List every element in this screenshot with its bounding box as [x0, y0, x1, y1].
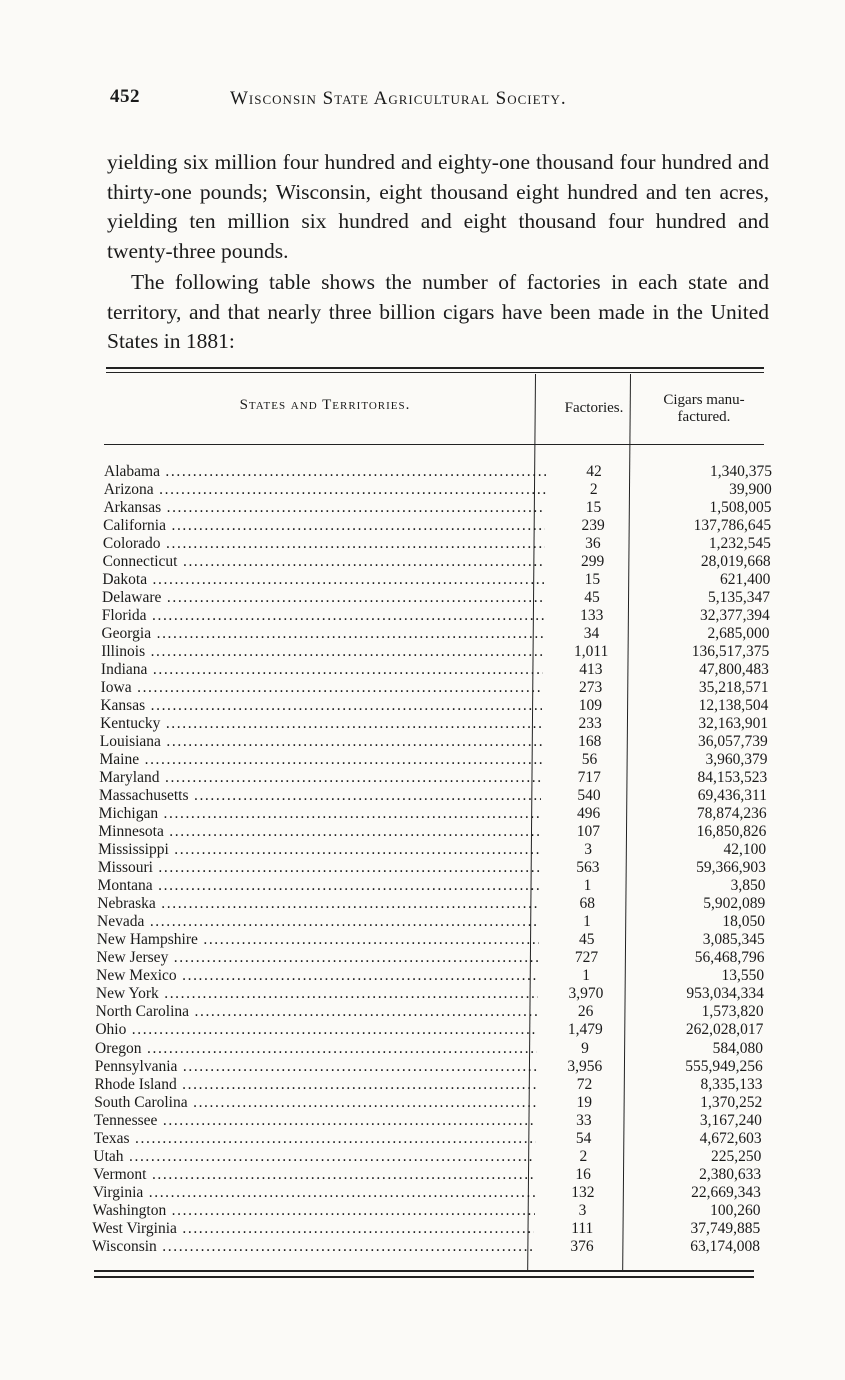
table-row: [101, 643, 781, 661]
state-name: Minnesota .....: [98, 823, 540, 841]
cigars-count: 47,800,483: [699, 661, 769, 679]
state-name: Delaware .....: [102, 589, 544, 607]
factories-count: 3,970: [568, 985, 604, 1003]
factories-count: 1: [582, 967, 591, 985]
factories-count: 540: [577, 787, 601, 805]
factories-count: 233: [578, 715, 602, 733]
table-row: [92, 1238, 772, 1256]
state-name: Texas .....: [94, 1130, 536, 1148]
cigars-count: 13,550: [721, 967, 765, 985]
table-row: [103, 499, 783, 517]
factories-count: 19: [576, 1093, 592, 1111]
factories-count: 1: [583, 877, 592, 895]
table-row: [93, 1148, 773, 1166]
factories-count: 45: [584, 589, 600, 607]
state-name: Connecticut .....: [103, 553, 545, 571]
cigars-count: 32,377,394: [700, 607, 770, 625]
column-header-cigars: [643, 392, 765, 426]
cigars-count: 12,138,504: [698, 697, 769, 715]
factories-count: 239: [581, 517, 605, 535]
factories-count: 26: [577, 1003, 594, 1021]
table-row: [99, 769, 779, 787]
cigars-count: 555,949,256: [685, 1057, 763, 1075]
cigars-count: 1,573,820: [701, 1003, 764, 1021]
state-name: Rhode Island .....: [94, 1076, 536, 1094]
factories-count: 2: [579, 1147, 588, 1165]
state-name: Illinois .....: [101, 643, 543, 661]
cigars-count: 36,057,739: [698, 733, 768, 751]
cigars-count: 59,366,903: [696, 859, 766, 877]
state-name: Wisconsin .....: [92, 1238, 534, 1256]
cigars-count: 621,400: [719, 571, 771, 589]
state-name: West Virginia .....: [92, 1220, 534, 1238]
cigars-count: 42,100: [723, 841, 767, 859]
factories-count: 15: [584, 571, 601, 589]
cigars-count: 22,669,343: [691, 1183, 761, 1201]
table-row: [96, 967, 776, 985]
state-name: New Hampshire .....: [97, 931, 539, 949]
cigars-count: 2,685,000: [707, 625, 770, 643]
state-name: Nevada .....: [97, 913, 539, 931]
cigars-count: 225,250: [711, 1147, 762, 1165]
factories-count: 413: [579, 661, 603, 679]
factories-count: 2: [589, 481, 598, 499]
factories-count: 54: [575, 1129, 592, 1147]
table-body: [91, 463, 774, 1256]
table-row: [99, 805, 779, 823]
factories-count: 109: [578, 697, 602, 715]
table-row: [99, 787, 779, 805]
state-name: Michigan .....: [99, 805, 541, 823]
factories-count: 299: [580, 553, 605, 571]
state-name: Iowa .....: [101, 679, 543, 697]
factories-count: 16: [575, 1165, 591, 1183]
state-name: Dakota .....: [102, 571, 544, 589]
state-name: Massachusetts .....: [99, 787, 541, 805]
table-row: [95, 1021, 775, 1039]
state-name: Vermont .....: [93, 1166, 535, 1184]
table-row: [102, 589, 782, 607]
table-row: [103, 535, 783, 553]
table-top-rule-2: [106, 372, 764, 373]
factories-count: 376: [570, 1237, 594, 1255]
factories-count: 15: [585, 499, 602, 517]
cigars-count: 1,508,005: [709, 499, 772, 517]
table-row: [103, 517, 783, 535]
header-bottom-rule: [104, 444, 764, 445]
paragraph-2: The following table shows the number of factories in each state and territory, and that nearly three billion cigars have been made in the United States in 1881:: [107, 270, 769, 353]
cigars-count: 5,135,347: [708, 589, 771, 607]
state-name: Ohio .....: [95, 1021, 537, 1039]
state-name: Mississippi .....: [98, 841, 540, 859]
table-row: [101, 625, 781, 643]
cigars-count: 3,085,345: [702, 931, 765, 949]
table-row: [95, 1040, 775, 1058]
table-row: [104, 463, 784, 481]
factories-count: 496: [577, 805, 601, 823]
state-name: Tennessee .....: [94, 1112, 536, 1130]
state-name: Utah .....: [93, 1148, 535, 1166]
cigars-count: 262,028,017: [685, 1021, 764, 1039]
cigars-count: 63,174,008: [690, 1237, 760, 1255]
table-row: [97, 913, 777, 931]
state-name: Maryland .....: [99, 769, 541, 787]
factories-count: 56: [581, 751, 598, 769]
state-name: Alabama .....: [104, 463, 546, 481]
table-row: [96, 985, 776, 1003]
factories-count: 34: [583, 625, 600, 643]
state-name: California .....: [103, 517, 545, 535]
table-row: [101, 661, 781, 679]
table-row: [95, 1058, 775, 1076]
cigars-count: 136,517,375: [691, 643, 770, 661]
table-row: [98, 841, 778, 859]
cigars-count: 100,260: [710, 1201, 761, 1219]
state-name: Florida .....: [102, 607, 544, 625]
paragraph-1: yielding six million four hundred and eighty-one thousand four hundred and thirty-one pounds; Wisconsin, eight thousand eight hundred and ten acres, yielding ten million six hundred and eight thousand four hundred and twenty-three pounds.: [107, 150, 769, 263]
column-header-cigars-line2: factured.: [677, 409, 731, 425]
cigars-count: 4,672,603: [699, 1129, 762, 1147]
factories-count: 111: [571, 1219, 594, 1237]
state-name: New Jersey .....: [96, 949, 538, 967]
running-title: Wisconsin State Agricultural Society.: [230, 88, 567, 109]
state-name: Washington .....: [93, 1202, 535, 1220]
table-row: [100, 697, 780, 715]
cigars-count: 1,370,252: [700, 1093, 763, 1111]
cigars-count: 37,749,885: [690, 1219, 761, 1237]
table-row: [100, 751, 780, 769]
factories-count: 132: [571, 1183, 595, 1201]
cigars-count: 84,153,523: [697, 769, 768, 787]
cigars-count: 1,340,375: [710, 463, 772, 480]
factories-count: 1: [583, 913, 591, 931]
table-row: [102, 607, 782, 625]
state-name: New Mexico .....: [96, 967, 538, 985]
table-row: [98, 823, 778, 841]
factories-count: 68: [579, 895, 596, 913]
state-name: Indiana .....: [101, 661, 543, 679]
state-name: Pennsylvania .....: [95, 1058, 537, 1076]
cigars-count: 3,167,240: [699, 1111, 762, 1129]
table-row: [104, 481, 784, 499]
state-name: Virginia .....: [93, 1184, 535, 1202]
factories-count: 1,011: [574, 643, 609, 661]
factories-count: 273: [579, 679, 603, 697]
table-row: [93, 1166, 773, 1184]
cigars-count: 3,850: [730, 877, 766, 895]
table-row: [98, 877, 778, 895]
factories-count: 133: [580, 607, 604, 625]
cigars-count: 2,380,633: [699, 1165, 762, 1183]
cigars-count: 8,335,133: [700, 1075, 763, 1093]
factories-count: 3,956: [567, 1057, 603, 1075]
table-row: [93, 1202, 773, 1220]
table-row: [96, 949, 776, 967]
table-row: [100, 733, 780, 751]
table-row: [92, 1220, 772, 1238]
cigars-count: 953,034,334: [686, 985, 764, 1003]
factories-count: 727: [574, 949, 599, 967]
column-header-factories: Factories.: [564, 400, 624, 416]
factories-count: 717: [577, 769, 601, 787]
column-header-states: States and Territories.: [239, 397, 411, 413]
cigars-count: 18,050: [722, 913, 765, 931]
cigars-count: 35,218,571: [698, 679, 769, 697]
cigars-count: 28,019,668: [700, 553, 771, 571]
state-name: Montana .....: [98, 877, 540, 895]
cigars-count: 3,960,379: [705, 751, 768, 769]
state-name: Colorado .....: [103, 535, 545, 553]
cigars-count: 5,902,089: [703, 895, 766, 913]
factories-count: 33: [576, 1111, 592, 1129]
state-name: Kansas .....: [100, 697, 542, 715]
state-name: North Carolina .....: [96, 1003, 538, 1021]
factories-count: 3: [584, 841, 592, 859]
table-row: [94, 1112, 774, 1130]
cigars-count: 56,468,796: [694, 949, 765, 967]
table-row: [97, 895, 777, 913]
cigars-count: 1,232,545: [708, 535, 771, 553]
state-name: Georgia .....: [101, 625, 543, 643]
table-bottom-rule-1: [94, 1270, 754, 1272]
factories-count: 107: [576, 823, 601, 841]
state-name: Kentucky .....: [100, 715, 542, 733]
cigars-count: 69,436,311: [697, 787, 767, 805]
state-name: New York .....: [96, 985, 538, 1003]
table-top-rule-1: [106, 367, 764, 369]
factories-count: 72: [576, 1075, 593, 1093]
table-row: [102, 571, 782, 589]
factories-count: 3: [578, 1201, 587, 1219]
page-number: 452: [110, 86, 140, 107]
table-row: [94, 1130, 774, 1148]
cigars-count: 16,850,826: [696, 823, 767, 841]
table-row: [101, 679, 781, 697]
cigars-count: 32,163,901: [698, 715, 769, 733]
factories-count: 42: [586, 463, 602, 480]
table-row: [97, 931, 777, 949]
state-name: Nebraska .....: [97, 895, 539, 913]
table-row: [94, 1076, 774, 1094]
factories-count: 563: [576, 859, 600, 877]
state-name: Oregon .....: [95, 1040, 537, 1058]
cigars-count: 78,874,236: [696, 805, 767, 823]
table-row: [93, 1184, 773, 1202]
factories-count: 9: [581, 1039, 589, 1057]
factories-count: 45: [578, 931, 595, 949]
column-header-cigars-line1: Cigars manu-: [663, 392, 745, 408]
state-name: Arkansas .....: [103, 499, 545, 517]
table-bottom-rule-2: [94, 1276, 754, 1278]
state-name: South Carolina .....: [94, 1094, 536, 1112]
state-name: Missouri .....: [98, 859, 540, 877]
state-name: Arizona .....: [104, 481, 546, 499]
table-row: [103, 553, 783, 571]
factories-count: 168: [578, 733, 602, 751]
factories-count: 1,479: [567, 1021, 603, 1039]
state-name: Louisiana .....: [100, 733, 542, 751]
cigars-count: 137,786,645: [693, 517, 772, 535]
cigars-count: 39,900: [729, 481, 772, 499]
factories-count: 36: [585, 535, 601, 553]
table-row: [96, 1003, 776, 1021]
cigars-count: 584,080: [712, 1039, 764, 1057]
table-row: [100, 715, 780, 733]
state-name: Maine .....: [100, 751, 542, 769]
table-row: [94, 1094, 774, 1112]
table-row: [98, 859, 778, 877]
